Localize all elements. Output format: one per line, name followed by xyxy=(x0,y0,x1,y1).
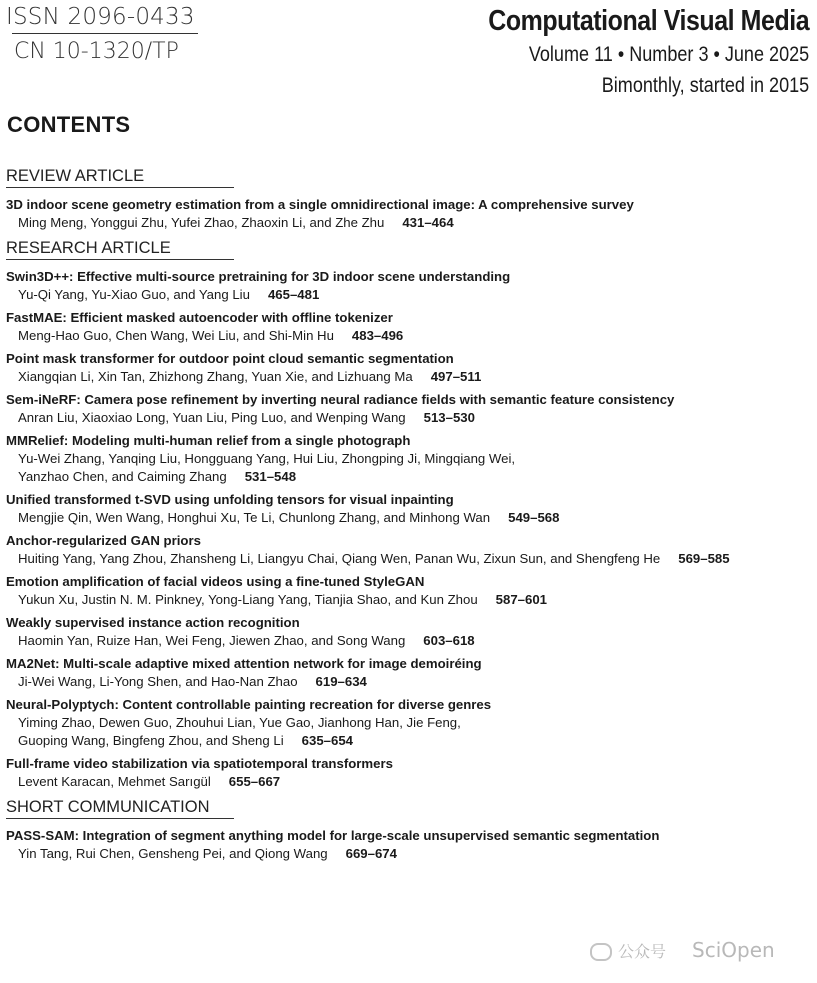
article-authors xyxy=(6,215,812,231)
article-title: Full-frame video stabilization via spatiotemporal transformers xyxy=(6,756,393,771)
article-title: 3D indoor scene geometry estimation from a single omnidirectional image: A comprehensive survey xyxy=(6,197,634,212)
watermark xyxy=(590,938,775,962)
author-list: Yiming Zhao, Dewen Guo, Zhouhui Lian, Yue Gao, Jianhong Han, Jie Feng, xyxy=(18,715,461,730)
article-entry xyxy=(6,615,812,649)
author-list: Ming Meng, Yonggui Zhu, Yufei Zhao, Zhaoxin Li, and Zhe Zhu xyxy=(18,215,385,230)
author-list: Guoping Wang, Bingfeng Zhou, and Sheng Li xyxy=(18,733,284,748)
issn-block xyxy=(6,2,202,65)
article-authors xyxy=(6,774,812,790)
author-list: Xiangqian Li, Xin Tan, Zhizhong Zhang, Yuan Xie, and Lizhuang Ma xyxy=(18,369,413,384)
author-list: Haomin Yan, Ruize Han, Wei Feng, Jiewen Zhao, and Song Wang xyxy=(18,633,406,648)
article-entry xyxy=(6,574,812,608)
page-range: 587–601 xyxy=(495,592,548,607)
author-list: Yanzhao Chen, and Caiming Zhang xyxy=(18,469,227,484)
page-range: 669–674 xyxy=(345,846,397,861)
toc-section xyxy=(6,797,812,862)
article-title: Unified transformed t-SVD using unfolding tensors for visual inpainting xyxy=(6,492,454,507)
publication-frequency: Bimonthly, started in 2015 xyxy=(601,74,809,97)
author-list: Mengjie Qin, Wen Wang, Honghui Xu, Te Li, Chunlong Zhang, and Minhong Wan xyxy=(18,510,491,525)
author-list: Anran Liu, Xiaoxiao Long, Yuan Liu, Ping Luo, and Wenping Wang xyxy=(18,410,406,425)
table-of-contents xyxy=(6,166,812,869)
page-range: 655–667 xyxy=(228,774,281,789)
article-entry xyxy=(6,656,812,690)
issn-number: ISSN 2096-0433 xyxy=(6,4,195,30)
article-entry xyxy=(6,392,812,426)
toc-section xyxy=(6,238,812,790)
section-header: SHORT COMMUNICATION xyxy=(6,797,234,819)
article-authors xyxy=(6,715,812,731)
article-entry xyxy=(6,351,812,385)
article-authors xyxy=(6,469,812,485)
article-authors xyxy=(6,733,812,749)
article-title: Emotion amplification of facial videos using a fine-tuned StyleGAN xyxy=(6,574,425,589)
article-entry xyxy=(6,269,812,303)
page-range: 531–548 xyxy=(244,469,297,484)
article-title: Neural-Polyptych: Content controllable painting recreation for diverse genres xyxy=(6,697,492,712)
article-authors xyxy=(6,510,812,526)
page-range: 513–530 xyxy=(423,410,475,425)
page-range: 569–585 xyxy=(678,551,730,566)
article-authors xyxy=(6,410,812,426)
author-list: Yukun Xu, Justin N. M. Pinkney, Yong-Liang Yang, Tianjia Shao, and Kun Zhou xyxy=(18,592,478,607)
author-list: Yu-Qi Yang, Yu-Xiao Guo, and Yang Liu xyxy=(18,287,250,302)
page-range: 431–464 xyxy=(402,215,454,230)
author-list: Ji-Wei Wang, Li-Yong Shen, and Hao-Nan Zhao xyxy=(18,674,298,689)
page-range: 619–634 xyxy=(315,674,367,689)
article-title: Weakly supervised instance action recognition xyxy=(6,615,300,630)
article-title: Swin3D++: Effective multi-source pretraining for 3D indoor scene understanding xyxy=(6,269,511,284)
article-authors xyxy=(6,674,812,690)
toc-section xyxy=(6,166,812,231)
contents-title: CONTENTS xyxy=(7,112,131,137)
watermark-brand: SciOpen xyxy=(692,938,775,962)
article-authors xyxy=(6,451,812,467)
article-title: Sem-iNeRF: Camera pose refinement by inverting neural radiance fields with semantic feature consistency xyxy=(6,392,675,407)
author-list: Yu-Wei Zhang, Yanqing Liu, Hongguang Yang, Hui Liu, Zhongping Ji, Mingqiang Wei, xyxy=(18,451,516,466)
watermark-label: 公众号 xyxy=(618,942,667,961)
article-title: MMRelief: Modeling multi-human relief from a single photograph xyxy=(6,433,411,448)
article-entry xyxy=(6,756,812,790)
article-entry xyxy=(6,533,812,567)
article-authors xyxy=(6,369,812,385)
page-range: 497–511 xyxy=(430,369,482,384)
article-authors xyxy=(6,287,812,303)
article-title: Point mask transformer for outdoor point cloud semantic segmentation xyxy=(6,351,454,366)
page-range: 635–654 xyxy=(301,733,353,748)
article-title: PASS-SAM: Integration of segment anything model for large-scale unsupervised semantic segmentation xyxy=(6,828,660,843)
article-title: Anchor-regularized GAN priors xyxy=(6,533,201,548)
page-range: 483–496 xyxy=(351,328,404,343)
article-authors xyxy=(6,592,812,608)
issn-divider xyxy=(12,33,198,34)
article-entry xyxy=(6,697,812,749)
issue-info: Volume 11 • Number 3 • June 2025 xyxy=(528,43,809,66)
journal-title: Computational Visual Media xyxy=(488,5,809,37)
author-list: Meng-Hao Guo, Chen Wang, Wei Liu, and Shi-Min Hu xyxy=(18,328,334,343)
article-authors xyxy=(6,328,812,344)
journal-header xyxy=(436,3,809,101)
article-entry xyxy=(6,492,812,526)
author-list: Huiting Yang, Yang Zhou, Zhansheng Li, Liangyu Chai, Qiang Wen, Panan Wu, Zixun Sun, and Shengfeng He xyxy=(18,551,661,566)
article-title: FastMAE: Efficient masked autoencoder with offline tokenizer xyxy=(6,310,393,325)
page-range: 465–481 xyxy=(267,287,320,302)
article-title: MA2Net: Multi-scale adaptive mixed attention network for image demoiréing xyxy=(6,656,482,671)
cn-number: CN 10-1320/TP xyxy=(14,39,179,64)
article-entry xyxy=(6,433,812,485)
page-range: 603–618 xyxy=(423,633,475,648)
article-authors xyxy=(6,846,812,862)
section-header: REVIEW ARTICLE xyxy=(6,166,234,188)
page-range: 549–568 xyxy=(508,510,560,525)
wechat-icon xyxy=(590,943,612,961)
author-list: Yin Tang, Rui Chen, Gensheng Pei, and Qiong Wang xyxy=(18,846,328,861)
article-authors xyxy=(6,551,812,567)
article-entry xyxy=(6,310,812,344)
article-entry xyxy=(6,197,812,231)
section-header: RESEARCH ARTICLE xyxy=(6,238,234,260)
article-entry xyxy=(6,828,812,862)
article-authors xyxy=(6,633,812,649)
author-list: Levent Karacan, Mehmet Sarıgül xyxy=(18,774,211,789)
